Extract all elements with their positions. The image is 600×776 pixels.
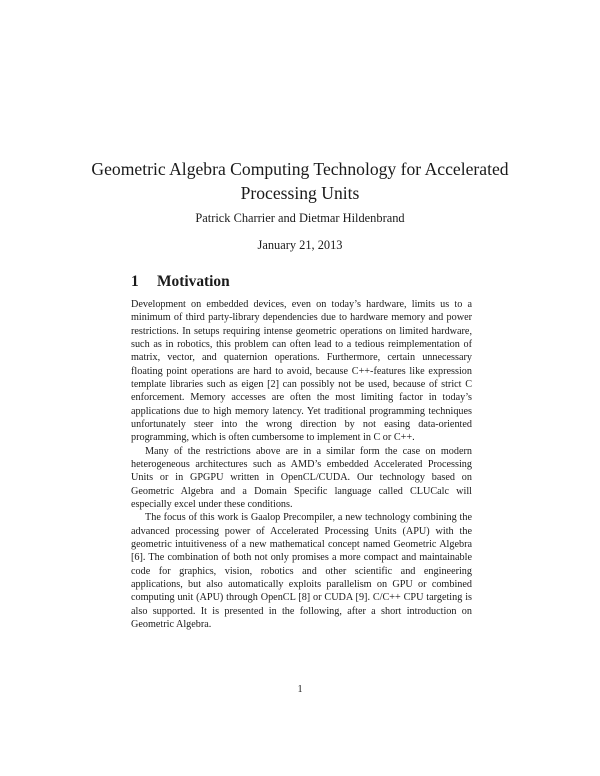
- paper-title: Geometric Algebra Computing Technology for Accelerated Processing Units: [91, 159, 509, 203]
- paper-authors: Patrick Charrier and Dietmar Hildenbrand: [195, 211, 405, 225]
- paragraph: The focus of this work is Gaalop Precompiler, a new technology combining the advanced processing power of Accelerated Processing Units (APU) with the geometric intuitiveness of a new mathematical concept named Geometric Algebra [6]. The combination of both not only promises a more compact and maintainable code for graphics, vision, robotics and other scientific and engineering applications, but also automatically exploits parallelism on GPU or combined computing unit (APU) through OpenCL [8] or CUDA [9]. C/C++ CPU targeting is also supported. It is presented in the following, after a short introduction on Geometric Algebra.: [131, 512, 472, 630]
- section-number: 1: [131, 273, 139, 290]
- section-title: Motivation: [157, 273, 230, 290]
- paragraph: Many of the restrictions above are in a similar form the case on modern heterogeneous architectures such as AMD’s embedded Accelerated Processing Units or in GPGPU written in OpenCL/CUDA. Our technology based on Geometric Algebra and a Domain Specific language called CLUCalc will especially excel under these conditions.: [131, 445, 472, 510]
- section-heading: [131, 273, 230, 291]
- paper-date: January 21, 2013: [257, 238, 343, 252]
- paragraph: Development on embedded devices, even on today’s hardware, limits us to a minimum of third party-library dependencies due to hardware memory and power restrictions. In setups requiring intense geometric operations on limited hardware, such as in robotics, this problem can often lead to a tedious reimplementation of matrix, vector, and quaternion operations. Furthermore, certain unnecessary floating point operations are hard to avoid, because C++-features like expression template libraries such as eigen [2] can possibly not be used, because of strict C enforcement. Memory accesses are often the most limiting factor in today’s applications due to high memory latency. Yet traditional programming techniques unfortunately steer into the wrong direction by not easing data-oriented programming, which is often cumbersome to implement in C or C++.: [131, 299, 472, 444]
- page-number: 1: [297, 684, 303, 695]
- section-body: [131, 298, 472, 631]
